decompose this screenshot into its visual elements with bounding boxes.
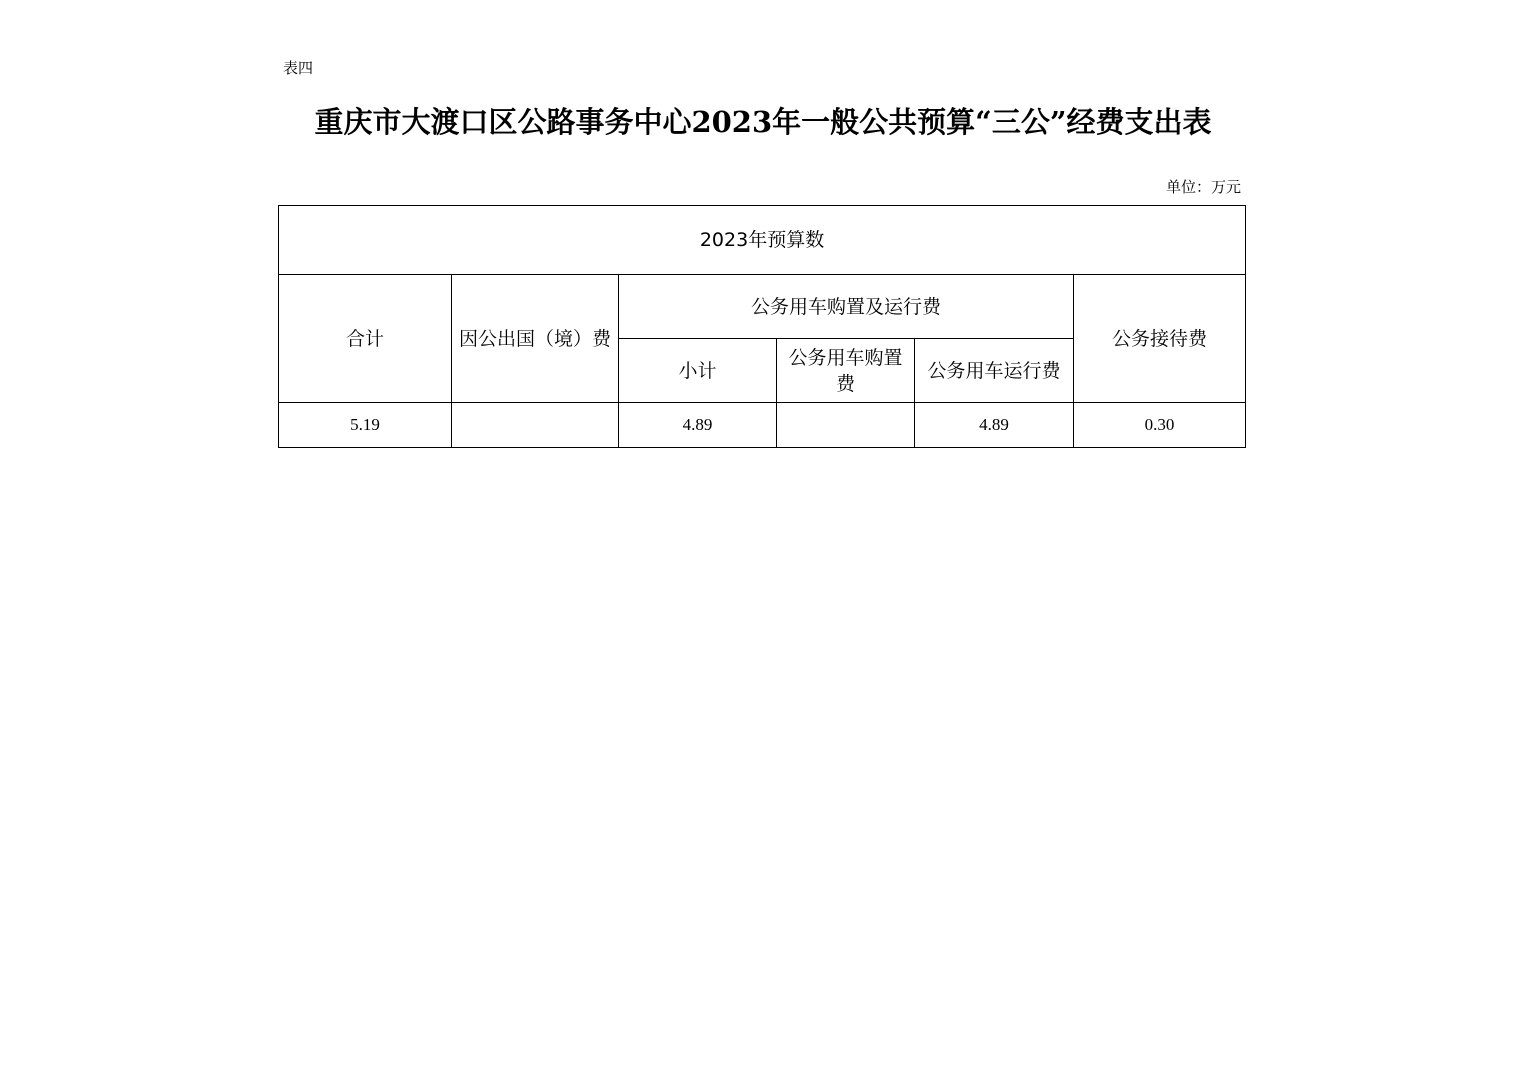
cell-vehicle-subtotal: 4.89 [619, 403, 777, 448]
table-number: 表四 [283, 59, 314, 77]
header-reception: 公务接待费 [1074, 275, 1246, 403]
header-total: 合计 [279, 275, 452, 403]
cell-overseas [452, 403, 619, 448]
cell-vehicle-purchase [777, 403, 915, 448]
header-overseas: 因公出国（境）费 [452, 275, 619, 403]
document-title: 重庆市大渡口区公路事务中心2023年一般公共预算“三公”经费支出表 [314, 105, 1212, 139]
cell-total: 5.19 [279, 403, 452, 448]
cell-vehicle-operation: 4.89 [915, 403, 1074, 448]
header-vehicle-subtotal: 小计 [619, 339, 777, 403]
table-header-row [279, 206, 1246, 275]
header-vehicle-group: 公务用车购置及运行费 [619, 275, 1074, 339]
header-vehicle-operation: 公务用车运行费 [915, 339, 1074, 403]
unit-label: 单位：万元 [1165, 178, 1241, 196]
header-vehicle-purchase: 公务用车购置费 [777, 339, 915, 403]
budget-table [278, 205, 1246, 448]
table-subheader-row [279, 275, 1246, 339]
cell-reception: 0.30 [1074, 403, 1246, 448]
table-row [279, 403, 1246, 448]
budget-year-header: 2023年预算数 [279, 206, 1246, 275]
